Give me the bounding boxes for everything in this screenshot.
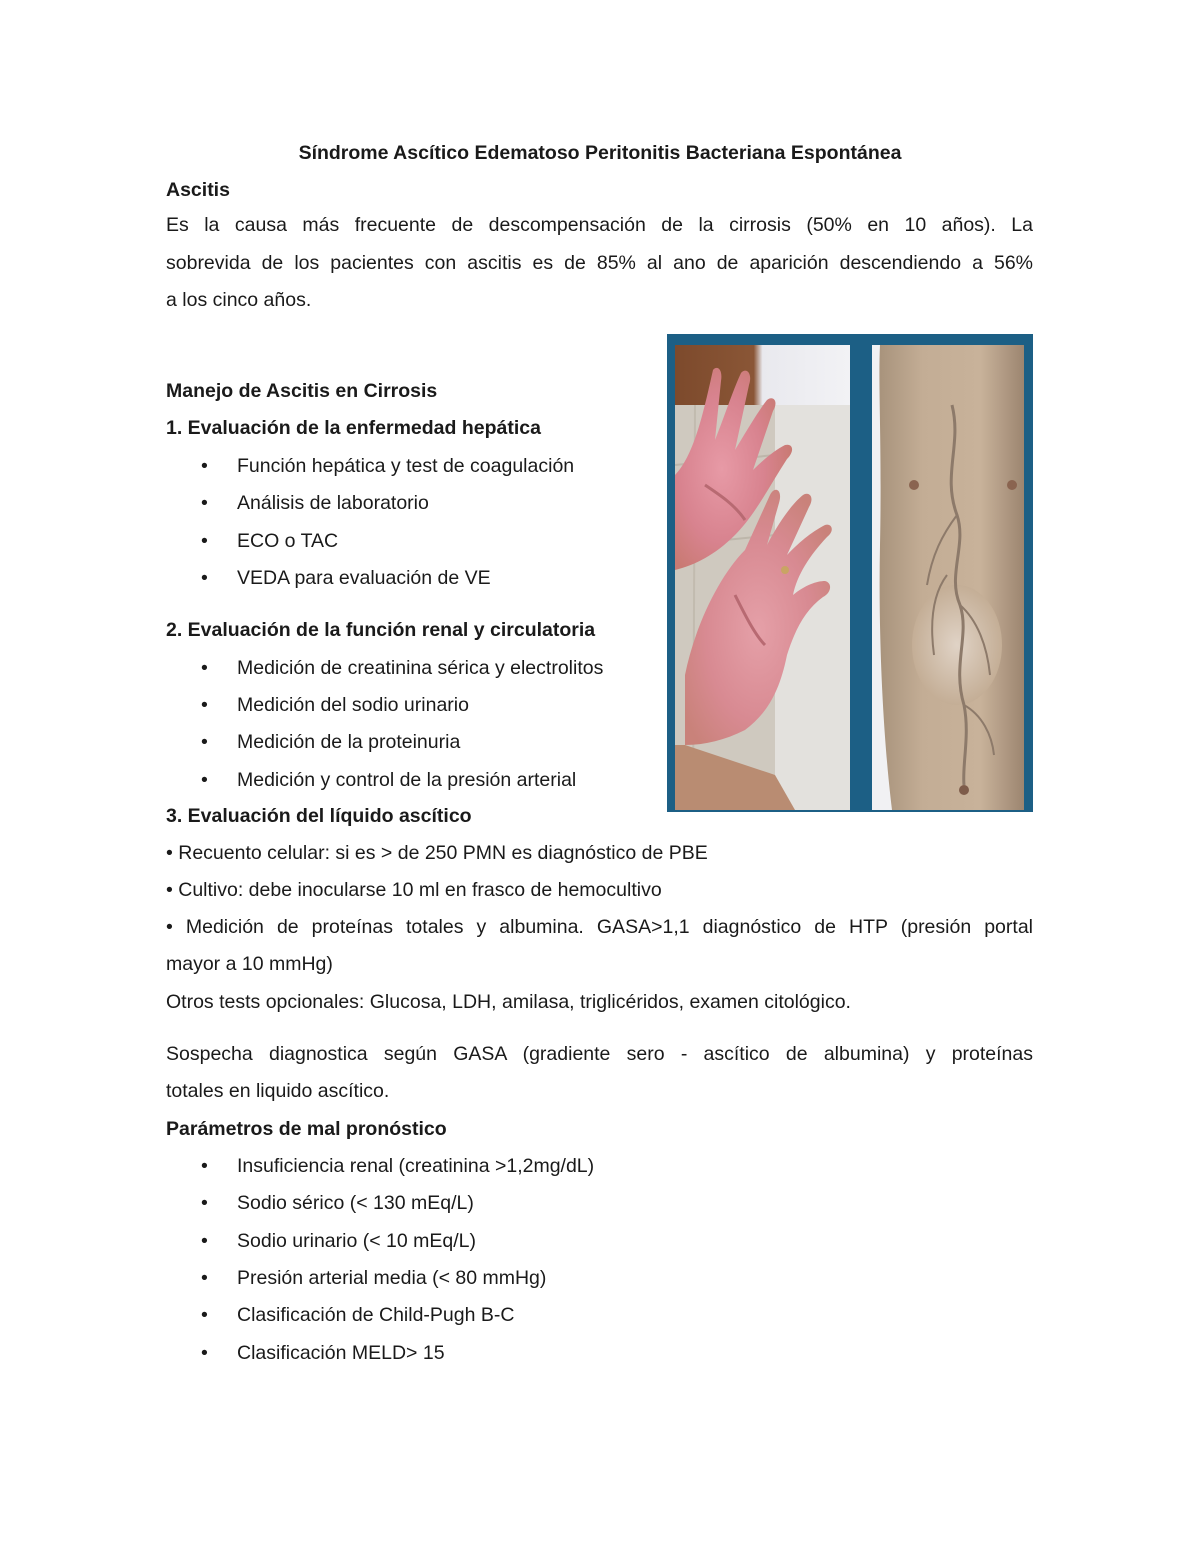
abdominal-veins-illustration [872,345,1024,810]
recuento-line: • Recuento celular: si es > de 250 PMN es diagnóstico de PBE [166,842,708,864]
manejo-heading: Manejo de Ascitis en Cirrosis [166,380,438,402]
section1-heading: 1. Evaluación de la enfermedad hepática [166,417,541,439]
sospecha-line-2: totales en liquido ascítico. [166,1080,390,1102]
bullet-icon: • [201,567,208,589]
bullet-icon: • [201,769,208,791]
bullet-icon: • [201,694,208,716]
proteinas-line-2: mayor a 10 mmHg) [166,953,333,975]
bullet-icon: • [201,657,208,679]
bullet-icon: • [201,731,208,753]
ascitis-heading: Ascitis [166,179,230,201]
bullet-icon: • [201,530,208,552]
intro-line-2: sobrevida de los pacientes con ascitis es de 85% al ano de aparición descendiendo a 56% [166,252,1033,274]
clinical-photos-figure [667,334,1033,812]
bullet-icon: • [201,1342,208,1364]
pronostico-heading: Parámetros de mal pronóstico [166,1118,447,1140]
section2-heading: 2. Evaluación de la función renal y circulatoria [166,619,596,641]
section3-heading: 3. Evaluación del líquido ascítico [166,805,472,827]
bullet-icon: • [201,1155,208,1177]
intro-line-1: Es la causa más frecuente de descompensación de la cirrosis (50% en 10 años). La [166,214,1033,236]
document-title: Síndrome Ascítico Edematoso Peritonitis Bacteriana Espontánea [298,142,902,164]
palmar-erythema-illustration [675,345,850,810]
proteinas-line-1: • Medición de proteínas totales y albumina. GASA>1,1 diagnóstico de HTP (presión portal [166,916,1033,938]
bullet-icon: • [201,455,208,477]
bullet-icon: • [201,1267,208,1289]
sospecha-line-1: Sospecha diagnostica según GASA (gradiente sero - ascítico de albumina) y proteínas [166,1043,1033,1065]
palmar-erythema-photo [675,345,850,810]
cultivo-line: • Cultivo: debe inocularse 10 ml en frasco de hemocultivo [166,879,662,901]
otros-tests-line: Otros tests opcionales: Glucosa, LDH, amilasa, triglicéridos, examen citológico. [166,991,851,1013]
abdominal-veins-photo [872,345,1024,810]
document-page: Síndrome Ascítico Edematoso Peritonitis Bacteriana Espontánea Ascitis Es la causa más frecuente de descompensación de la cirrosis (50% en 10 años). La sobrevida de los pacientes con ascitis es de 85% al ano de aparición descendiendo a 56% a los cinco años. Manejo de Ascitis en Cirrosis 1. Evaluación de la enfermedad hepática • Función hepática y test de coagulación • Análisis de laboratorio • ECO o TAC • VEDA para evaluación de VE 2. Evaluación de la función renal y circulatoria • Medición de creatinina sérica y electrolitos • Medición del sodio urinario • Medición de la proteinuria • Medición y control de la presión arterial 3. Evaluación del líquido ascítico • Recuento celular: si es > de 250 PMN es diagnóstico de PBE • Cultivo: debe inocularse 10 ml en frasco de hemocultivo • Medición de proteínas totales y albumina. GASA>1,1 diagnóstico de HTP (presión portal mayor a 10 mmHg) Otros tests opcionales: Glucosa, LDH, amilasa, triglicéridos, examen citológico. Sospecha diagnostica según GASA (gradiente sero - ascítico de albumina) y proteínas totales en liquido ascítico. Parámetros de mal pronóstico • Insuficiencia renal (creatinina >1,2mg/dL) • Sodio sérico (< 130 mEq/L) • Sodio urinario (< 10 mEq/L) • Presión arterial media (< 80 mmHg) • Clasificación de Child-Pugh B-C • Clasificación MELD> 15 [0,0,1200,1553]
intro-line-3: a los cinco años. [166,289,312,311]
bullet-icon: • [201,1192,208,1214]
bullet-icon: • [201,1304,208,1326]
bullet-icon: • [201,492,208,514]
bullet-icon: • [201,1230,208,1252]
